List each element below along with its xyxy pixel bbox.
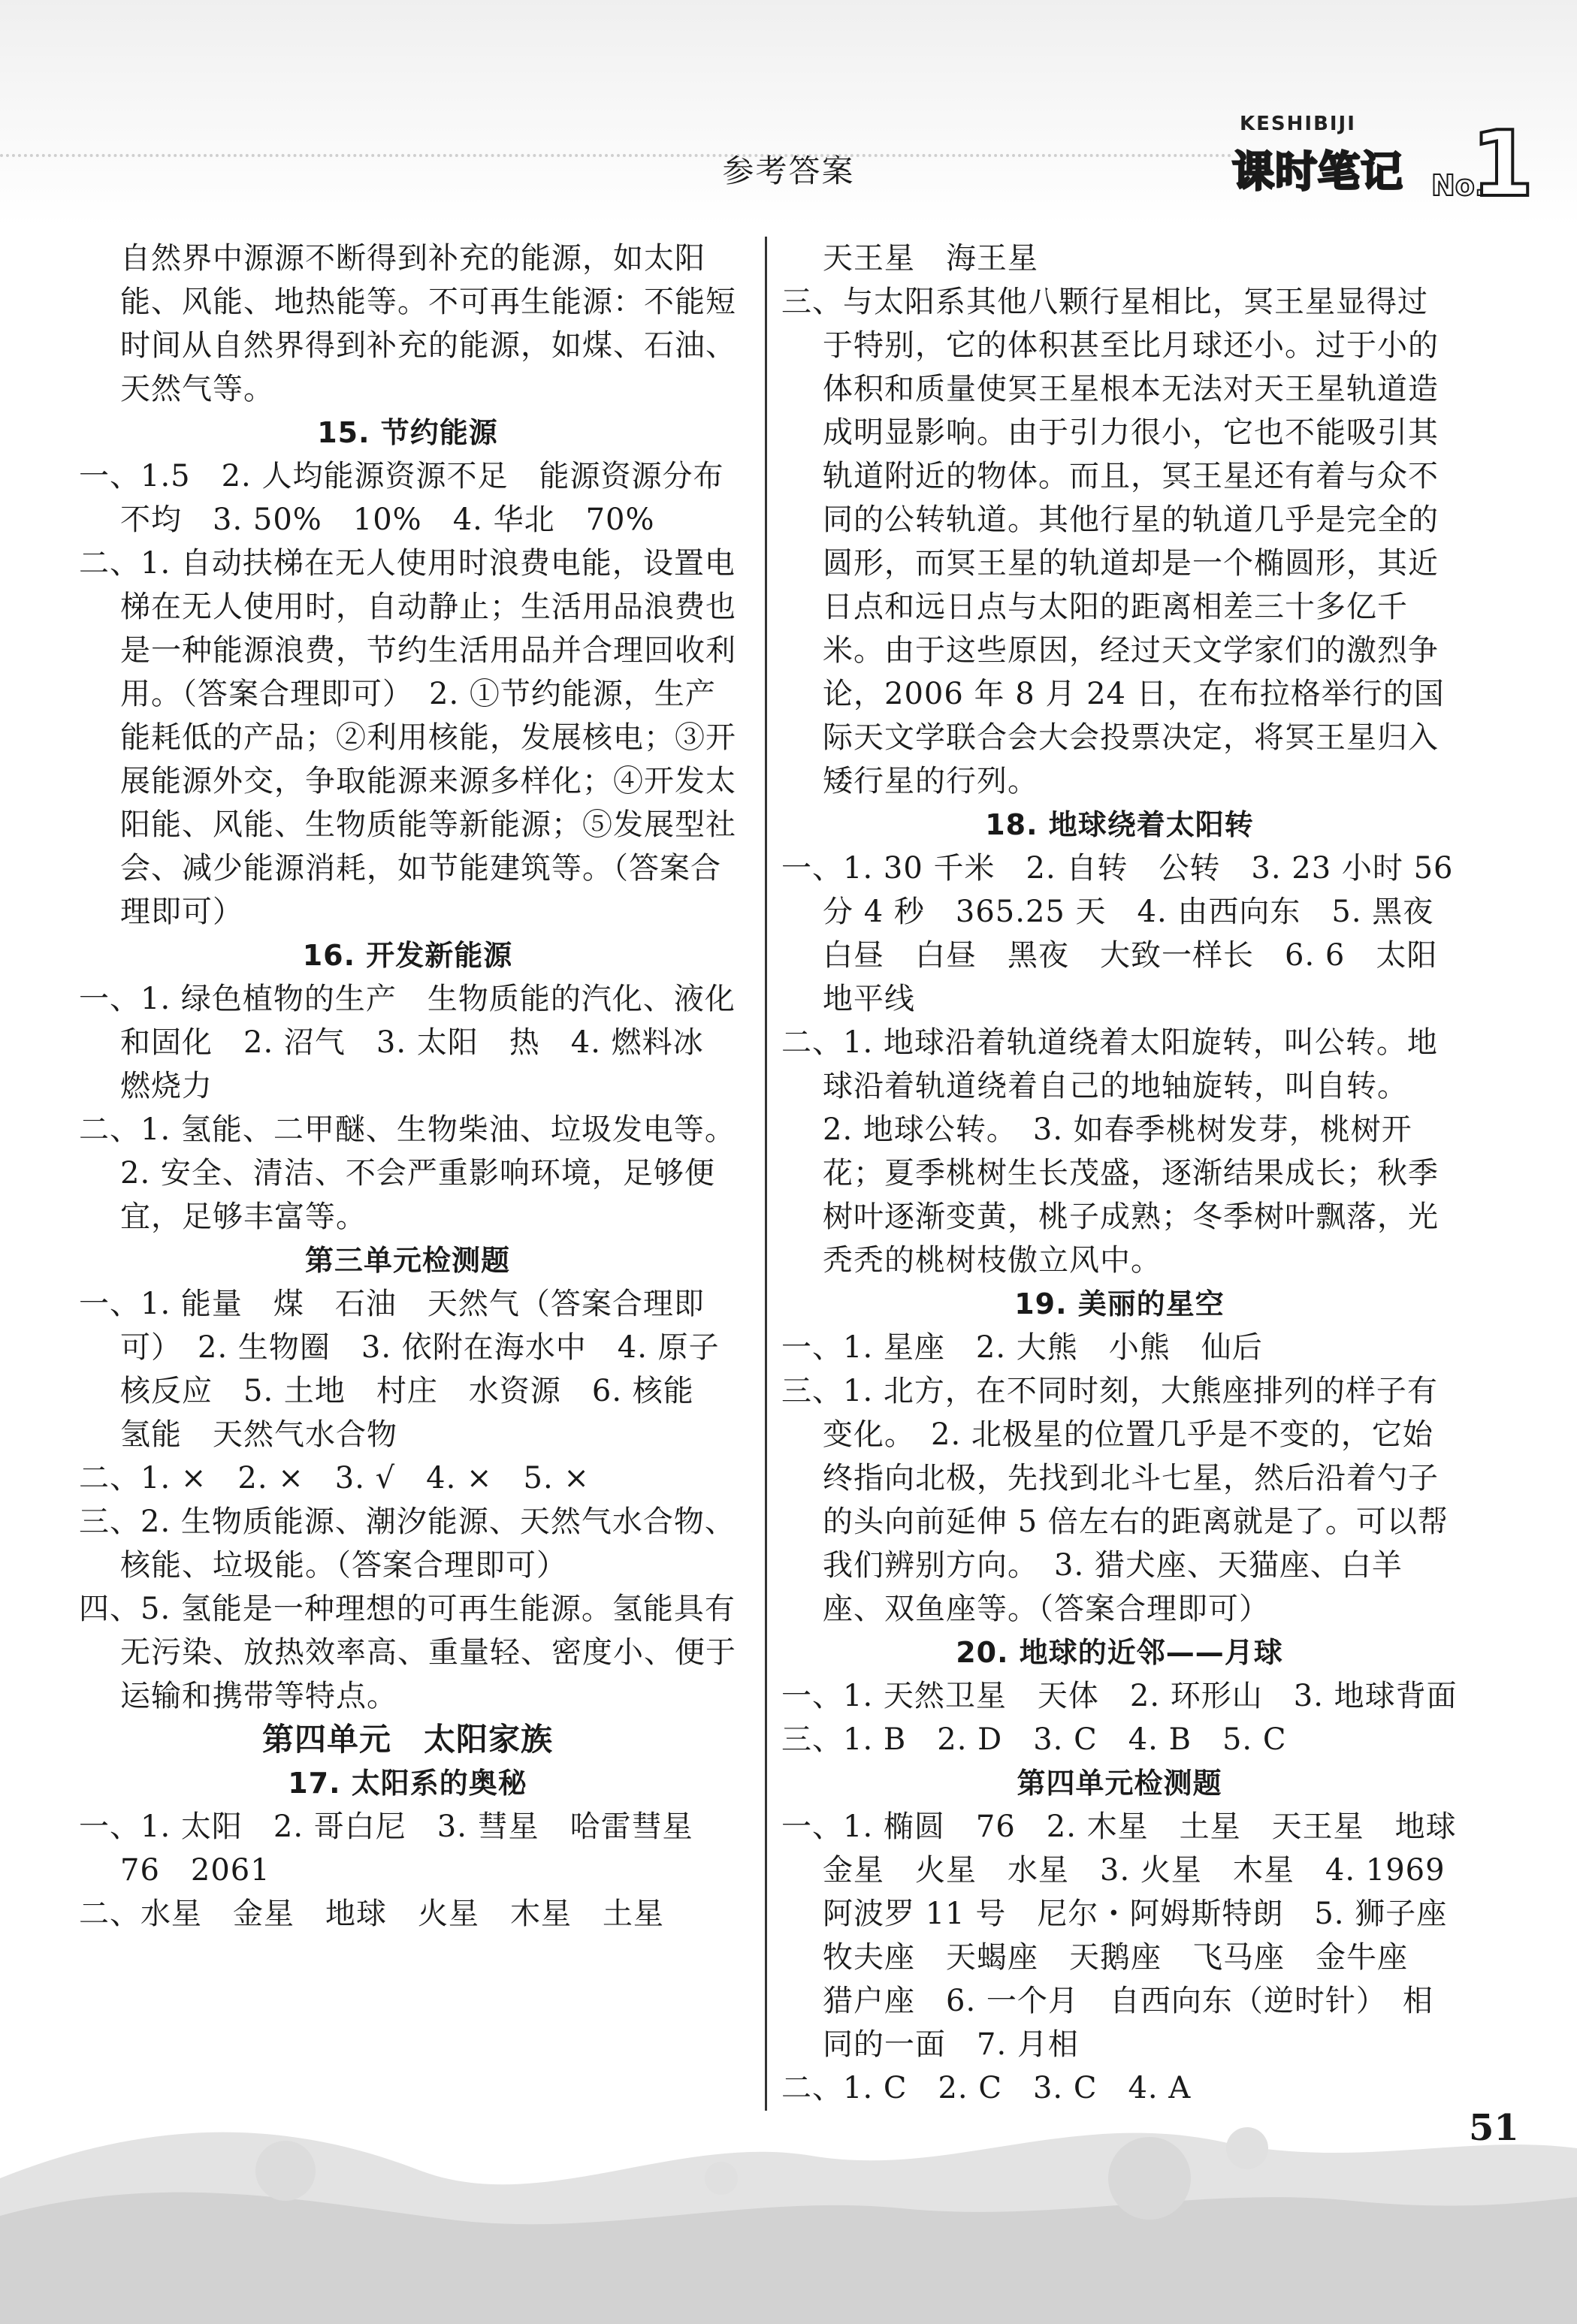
brand-number-one: 1 [1471, 113, 1534, 217]
answer-item: 一、1. 天然卫星 天体 2. 环形山 3. 地球背面 [781, 1679, 1458, 1713]
section-heading: 20. 地球的近邻——月球 [956, 1636, 1283, 1669]
answer-item: 二、水星 金星 地球 火星 木星 土星 [79, 1897, 664, 1931]
answer-item: 四、5. 氢能是一种理想的可再生能源。氢能具有无污染、放热效率高、重量轻、密度小、便于运输和携带等特点。 [79, 1592, 736, 1713]
answer-item: 一、1. 能量 煤 石油 天然气（答案合理即可） 2. 生物圈 3. 依附在海水中 4. 原子核反应 5. 土地 村庄 水资源 6. 核能 氢能 天然气水合物 [79, 1287, 725, 1452]
section-heading: 第三单元检测题 [304, 1244, 510, 1277]
answer-item: 三、1. B 2. D 3. C 4. B 5. C [781, 1722, 1287, 1757]
answer-continuation: 2. 安全、清洁、不会严重影响环境，足够便宜，足够丰富等。 [120, 1156, 715, 1234]
answer-item: 一、1. 太阳 2. 哥白尼 3. 彗星 哈雷彗星 76 2061 [79, 1809, 724, 1888]
answer-item: 一、1. 星座 2. 大熊 小熊 仙后 [781, 1330, 1263, 1365]
page-number: 51 [1469, 2107, 1519, 2149]
answer-item: 一、1. 绿色植物的生产 生物质能的汽化、液化和固化 2. 沼气 3. 太阳 热 4. 燃料冰 燃烧力 [79, 982, 736, 1103]
brand-name: 课时笔记 [1232, 148, 1403, 197]
right-column [781, 237, 1488, 2110]
answer-text: 自然界中源源不断得到补充的能源，如太阳能、风能、地热能等。不可再生能源：不能短时间从自然界得到补充的能源，如煤、石油、天然气等。 [120, 241, 736, 406]
brand-logo [1232, 98, 1548, 217]
answer-item: 一、1. 椭圆 76 2. 木星 土星 天王星 地球 金星 火星 水星 3. 火星 木星 4. 1969 阿波罗 11 号 尼尔・阿姆斯特朗 5. 狮子座 牧夫座 天蝎座 天鹅座 飞马座 金牛座 猎户座 6. 一个月 自西向东（逆时针） 相同的一面 7. 月相 [781, 1809, 1488, 2062]
left-column [79, 237, 736, 1936]
section-heading: 18. 地球绕着太阳转 [985, 808, 1254, 841]
answer-continuation: 2. 地球公转。 3. 如春季桃树发芽，桃树开花；夏季桃树生长茂盛，逐渐结果成长；秋季树叶逐渐变黄，桃子成熟；冬季树叶飘落，光秃秃的桃树枝傲立风中。 [823, 1112, 1439, 1278]
answer-item: 一、1. 30 千米 2. 自转 公转 3. 23 小时 56 分 4 秒 365.25 天 4. 由西向东 5. 黑夜 白昼 白昼 黑夜 大致一样长 6. 6 太阳 地平线 [781, 851, 1469, 1016]
section-heading: 19. 美丽的星空 [1014, 1287, 1225, 1320]
answer-item: 二、1. 地球沿着轨道绕着太阳旋转，叫公转。地球沿着轨道绕着自己的地轴旋转，叫自转。 [781, 1025, 1438, 1103]
answer-item: 三、1. 北方，在不同时刻，大熊座排列的样子有变化。 2. 北极星的位置几乎是不变的，它始终指向北极，先找到北斗七星，然后沿着勺子的头向前延伸 5 倍左右的距离就是了。可以帮我们辨别方向。 3. 猎犬座、天猫座、白羊座、双鱼座等。（答案合理即可） [781, 1374, 1449, 1626]
section-heading: 17. 太阳系的奥秘 [288, 1767, 527, 1800]
answer-item: 二、1. 氢能、二甲醚、生物柴油、垃圾发电等。 [79, 1112, 736, 1147]
unit-heading: 第四单元 太阳家族 [261, 1721, 553, 1758]
answer-item: 二、1. C 2. C 3. C 4. A [781, 2071, 1192, 2105]
answer-item: 三、与太阳系其他八颗行星相比，冥王星显得过于特别，它的体积甚至比月球还小。过于小的体积和质量使冥王星根本无法对天王星轨道造成明显影响。由于引力很小，它也不能吸引其轨道附近的物体。而且，冥王星还有着与众不同的公转轨道。其他行星的轨道几乎是完全的圆形，而冥王星的轨道却是一个椭圆形，其近日点和远日点与太阳的距离相差三十多亿千米。由于这些原因，经过天文学家们的激烈争论，2006 年 8 月 24 日，在布拉格举行的国际天文学联合会大会投票决定，将冥王星归入矮行星的行列。 [781, 285, 1445, 798]
brand-no: No. [1431, 169, 1486, 202]
page-header-title: 参考答案 [722, 152, 855, 189]
section-heading: 16. 开发新能源 [302, 939, 513, 972]
brand-pinyin: KESHIBIJI [1240, 113, 1356, 135]
answer-text: 天王星 海王星 [823, 241, 1038, 276]
answer-item: 三、2. 生物质能源、潮汐能源、天然气水合物、核能、垃圾能。（答案合理即可） [79, 1505, 736, 1583]
answer-item: 一、1.5 2. 人均能源资源不足 能源资源分布不均 3. 50% 10% 4. 华北 70% [79, 459, 724, 537]
answer-item: 二、1. 自动扶梯在无人使用时浪费电能，设置电梯在无人使用时，自动静止；生活用品浪费也是一种能源浪费，节约生活用品并合理回收利用。（答案合理即可） 2. ①节约能源，生产能耗低的产品；②利用核能，发展核电；③开展能源外交，争取能源来源多样化；④开发太阳能、风能、生物质能等新能源；⑤发展型社会、减少能源消耗，如节能建筑等。（答案合理即可） [79, 546, 736, 929]
column-divider [765, 237, 767, 2111]
bottom-decoration [0, 2088, 1577, 2324]
section-heading: 15. 节约能源 [317, 416, 498, 449]
section-heading: 第四单元检测题 [1017, 1767, 1222, 1800]
answer-item: 二、1. × 2. × 3. √ 4. × 5. × [79, 1461, 590, 1496]
